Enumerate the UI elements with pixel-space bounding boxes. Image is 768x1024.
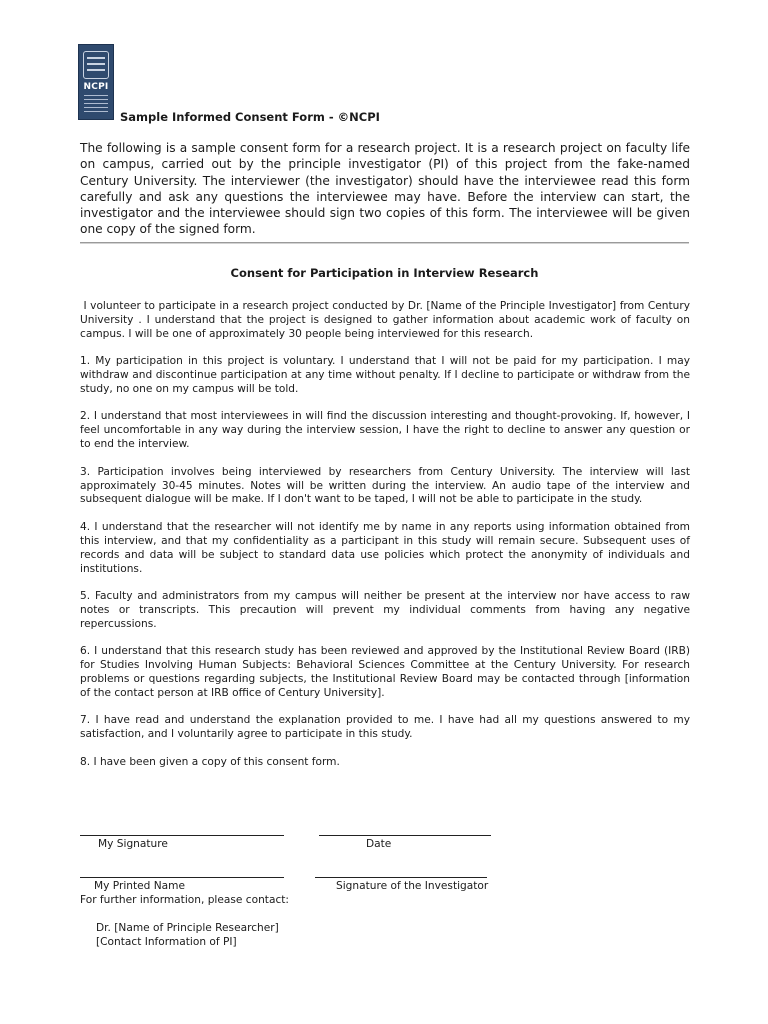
ncpi-logo <box>78 44 114 120</box>
section-heading: Consent for Participation in Interview Research <box>230 266 539 280</box>
seal-icon <box>83 51 109 79</box>
date-line <box>319 835 491 836</box>
printed-name-line <box>80 877 284 878</box>
paragraph-7: 7. I have read and understand the explanation provided to me. I have had all my questions answered to my satisfaction, and I voluntarily agree to participate in this study. <box>80 714 690 741</box>
logo-acronym: NCPI <box>83 82 109 92</box>
paragraph-2: 2. I understand that most interviewees in will find the discussion interesting and thought-provoking. If, however, I feel uncomfortable in any way during the interview session, I have the right to decline to answer any question or to end the interview. <box>80 410 690 451</box>
document-title: Sample Informed Consent Form - ©NCPI <box>120 110 380 124</box>
paragraph-4: 4. I understand that the researcher will not identify me by name in any reports using information obtained from this interview, and that my confidentiality as a participant in this study will remain secure. Subsequent uses of records and data will be subject to standard data use policies which protect the anonymity of individuals and institutions. <box>80 520 690 575</box>
paragraph-6: 6. I understand that this research study has been reviewed and approved by the Institutional Review Board (IRB) for Studies Involving Human Subjects: Behavioral Sciences Committee at the Century University. For research problems or questions regarding subjects, the Institutional Review Board may be contacted through [information of the contact person at IRB office of Century University]. <box>80 645 690 699</box>
paragraph-8: 8. I have been given a copy of this consent form. <box>80 755 340 768</box>
date-label: Date <box>366 838 392 850</box>
my-signature-label: My Signature <box>98 838 168 850</box>
paragraph-intro: I volunteer to participate in a research project conducted by Dr. [Name of the Principle Investigator] from Century University . I understand that the project is designed to gather information about academic work of faculty on campus. I will be one of approximately 30 people being interviewed for this research. <box>80 300 690 340</box>
paragraph-5: 5. Faculty and administrators from my campus will neither be present at the interview nor have access to raw notes or transcripts. This precaution will prevent my individual comments from having any negative repercussions. <box>80 590 690 630</box>
investigator-signature-line <box>315 877 487 878</box>
consent-body <box>80 300 690 783</box>
intro-paragraph: The following is a sample consent form for a research project. It is a research project on faculty life on campus, carried out by the principle investigator (PI) of this project from the fake-named Century University. The interviewer (the investigator) should have the interviewee read this form carefully and ask any questions the interviewee may have. Before the interview can start, the investigator and the interviewee should sign two copies of this form. The interviewee will be given one copy of the signed form. <box>80 141 690 237</box>
investigator-signature-label: Signature of the Investigator <box>336 880 489 892</box>
contact-info: [Contact Information of PI] <box>96 936 237 948</box>
contact-name: Dr. [Name of Principle Researcher] <box>96 922 279 934</box>
printed-name-label: My Printed Name <box>94 880 186 892</box>
my-signature-line <box>80 835 284 836</box>
divider <box>80 242 689 244</box>
paragraph-1: 1. My participation in this project is voluntary. I understand that I will not be paid for my participation. I may withdraw and discontinue participation at any time without penalty. If I decline to participate or withdraw from the study, no one on my campus will be told. <box>80 355 690 396</box>
contact-label: For further information, please contact: <box>80 894 289 906</box>
paragraph-3: 3. Participation involves being interviewed by researchers from Century University. The interview will last approximately 30-45 minutes. Notes will be written during the interview. An audio tape of the interview and subsequent dialogue will be make. If I don't want to be taped, I will not be able to participate in the study. <box>80 465 690 506</box>
